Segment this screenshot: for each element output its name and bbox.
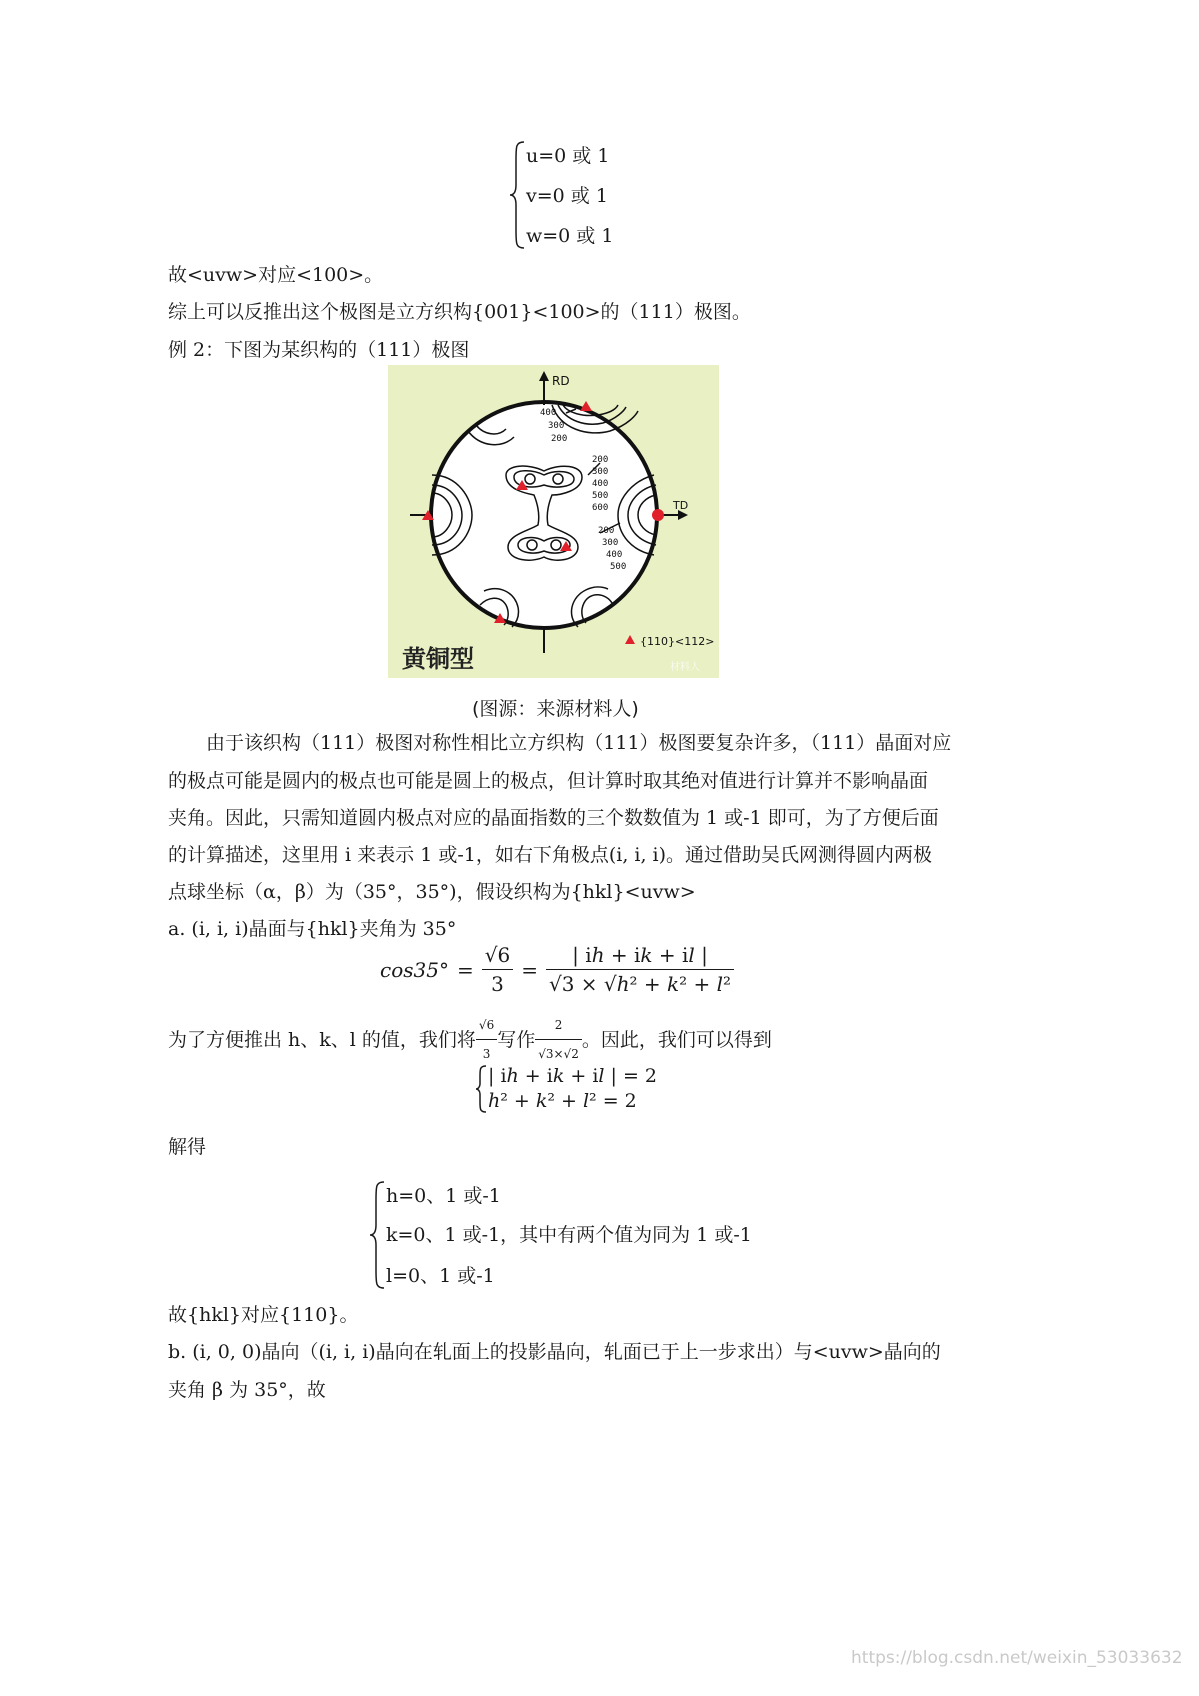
equation-w: w=0 或 1: [526, 225, 614, 247]
solve-label: 解得: [168, 1136, 207, 1158]
three: 3: [491, 972, 504, 996]
contour-label-top-1: 300: [548, 421, 565, 431]
equals-sign-2: =: [521, 957, 538, 982]
legend-text: {110}<112>: [640, 635, 715, 648]
inline-num-1: √6: [476, 1013, 497, 1040]
figure-title: 黄铜型: [402, 644, 474, 673]
paragraph-line-3: 夹角。因此，只需知道圆内极点对应的晶面指数的三个数数值为 1 或-1 即可，为了方便后面: [168, 807, 939, 829]
equation-h: h=0、1 或-1: [386, 1185, 501, 1207]
contour-label-center-3: 500: [592, 491, 609, 501]
inline-den-2: √3×√2: [538, 1047, 579, 1061]
contour-label-right-3: 500: [610, 562, 627, 572]
equation-u: u=0 或 1: [526, 145, 610, 167]
paragraph-line-2: 的极点可能是圆内的极点也可能是圆上的极点，但计算时取其绝对值进行计算并不影响晶面: [168, 770, 929, 792]
rewrite-after: 。因此，我们可以得到: [581, 1028, 772, 1051]
contour-label-center-0: 200: [592, 455, 609, 465]
contour-label-top-0: 400: [540, 408, 557, 418]
paragraph-line-1: 由于该织构（111）极图对称性相比立方织构（111）极图要复杂许多，（111）晶面对应: [206, 732, 952, 754]
root6: √6: [482, 943, 513, 970]
item-b-line-2: 夹角 β 为 35°，故: [168, 1379, 326, 1401]
cosine-formula: [380, 943, 734, 996]
contour-label-right-1: 300: [602, 538, 619, 548]
hkl-result: 故{hkl}对应{110}。: [168, 1304, 359, 1326]
item-a: a. (i, i, i)晶面与{hkl}夹角为 35°: [168, 918, 457, 940]
uvw-result: 故<uvw>对应<100>。: [168, 264, 384, 286]
item-b-line-1: b. (i, 0, 0)晶向（(i, i, i)晶向在轧面上的投影晶向，轧面已于上一步求出）与<uvw>晶向的: [168, 1341, 941, 1363]
marker-right: [652, 509, 664, 521]
rd-label: RD: [552, 374, 570, 388]
rewrite-mid: 写作: [497, 1028, 536, 1051]
rewrite-line: [168, 1013, 772, 1066]
denominator: √3 × √ℎ² + 𝑘² + 𝑙²: [548, 972, 732, 996]
inline-fraction-root6-3: [476, 1013, 497, 1066]
numerator: | iℎ + i𝑘 + i𝑙 |: [546, 943, 734, 970]
left-brace-2: [474, 1064, 488, 1114]
equation-l: l=0、1 或-1: [386, 1265, 495, 1287]
summary-line: 综上可以反推出这个极图是立方织构{001}<100>的（111）极图。: [168, 301, 751, 323]
equation-v: v=0 或 1: [526, 185, 608, 207]
watermark-url: https://blog.csdn.net/weixin_53033632: [851, 1648, 1183, 1668]
paragraph-line-4: 的计算描述，这里用 i 来表示 1 或-1，如右下角极点(i, i, i)。通过借助吴氏网测得圆内两极: [168, 844, 933, 866]
inline-den-1: 3: [482, 1047, 491, 1061]
contour-label-right-0: 200: [598, 526, 615, 536]
rewrite-before: 为了方便推出 h、k、l 的值，我们将: [168, 1028, 476, 1051]
pole-circle: [431, 402, 657, 628]
system2-eq1: | iℎ + i𝑘 + i𝑙 | = 2: [488, 1065, 658, 1087]
cos-term: cos35°: [380, 957, 449, 982]
pole-figure: [388, 365, 719, 678]
equals-sign-1: =: [456, 957, 474, 982]
figure-logo: 材料人: [670, 662, 700, 673]
contour-label-center-2: 400: [592, 479, 609, 489]
contour-label-right-2: 400: [606, 550, 623, 560]
inline-fraction-2-root: [535, 1013, 582, 1066]
equation-k: k=0、1 或-1，其中有两个值为同为 1 或-1: [386, 1224, 752, 1246]
system2-eq2: ℎ² + 𝑘² + 𝑙² = 2: [488, 1090, 637, 1112]
contour-label-top-2: 200: [551, 434, 568, 444]
left-brace: [508, 140, 528, 250]
td-label: TD: [673, 499, 689, 512]
left-brace-3: [368, 1180, 388, 1290]
example-2-heading: 例 2：下图为某织构的（111）极图: [168, 339, 470, 361]
root6-over-3: [482, 943, 513, 996]
dot-product-fraction: [546, 943, 734, 996]
figure-caption: (图源：来源材料人): [472, 698, 639, 720]
contour-label-center-4: 600: [592, 503, 609, 513]
contour-label-center-1: 300: [592, 467, 609, 477]
inline-num-2: 2: [535, 1013, 582, 1040]
paragraph-line-5: 点球坐标（α，β）为（35°，35°)，假设织构为{hkl}<uvw>: [168, 881, 696, 903]
